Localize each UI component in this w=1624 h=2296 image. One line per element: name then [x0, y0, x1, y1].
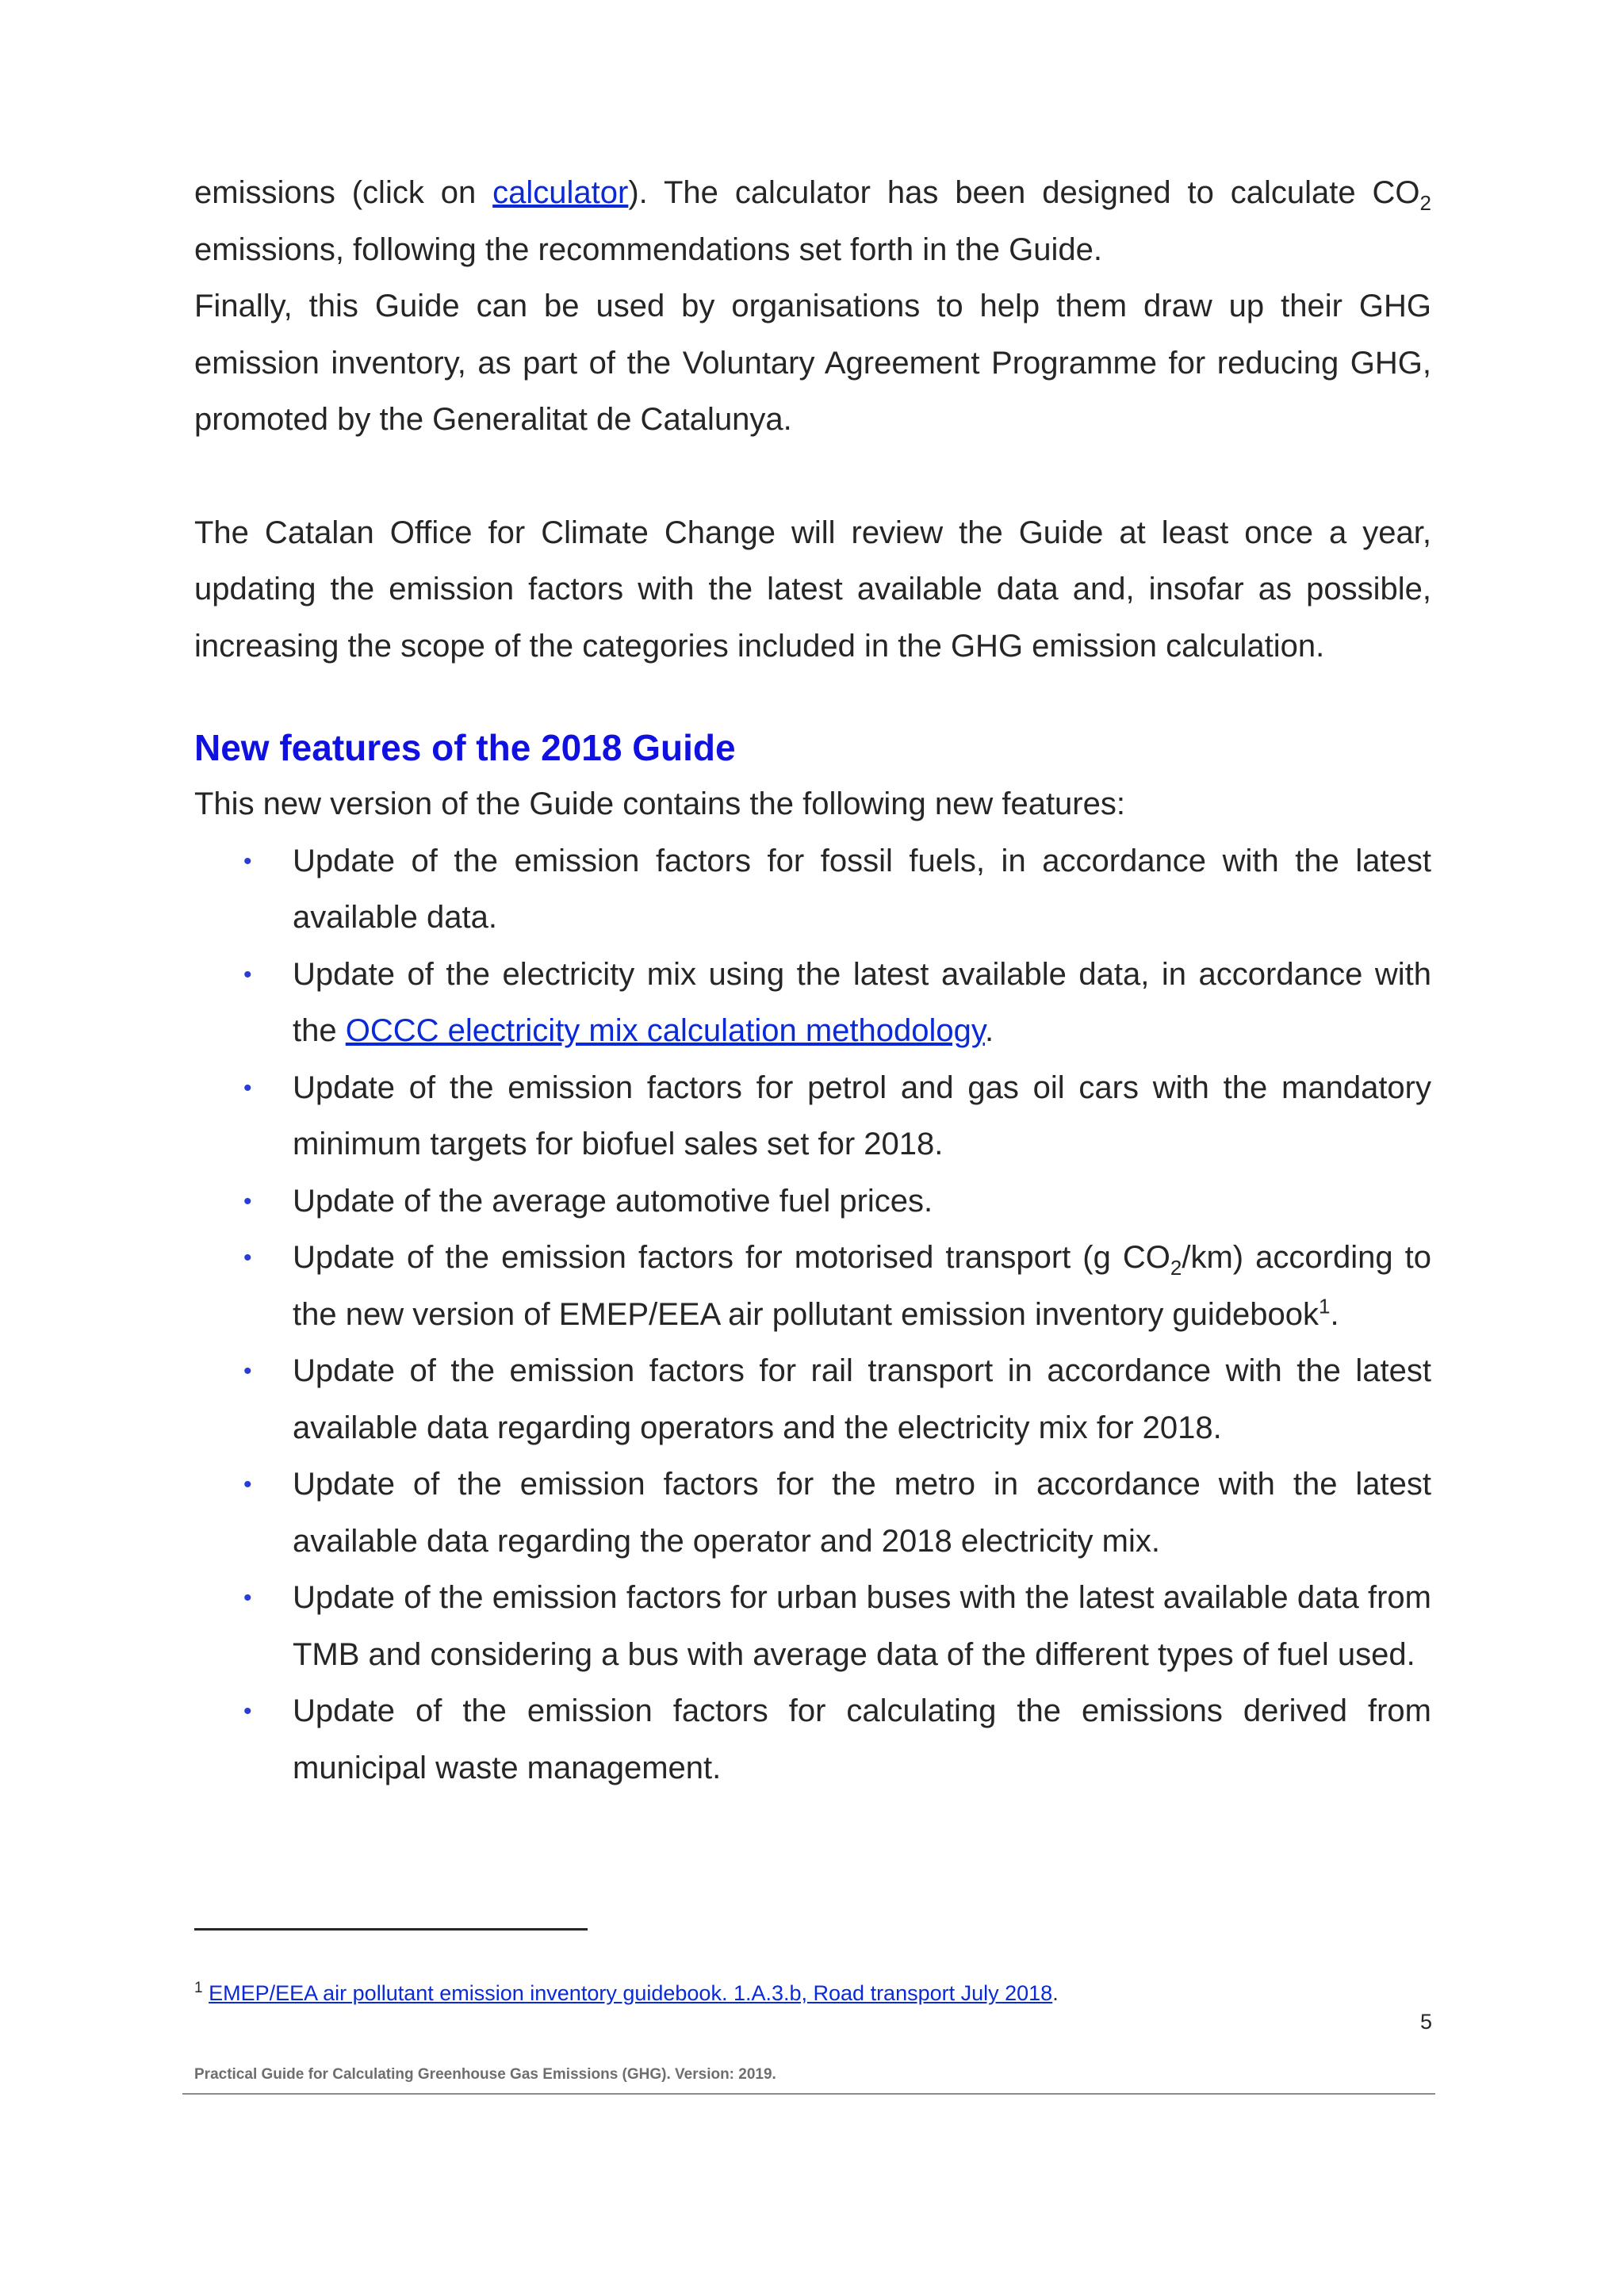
list-item-text: Update of the emission factors for petrol and gas oil cars with the mandatory minimum targets for biofuel sales set for 2018.: [293, 1070, 1431, 1161]
paragraph-review: The Catalan Office for Climate Change will review the Guide at least once a year, updating the emission factors with the latest available data and, insofar as possible, increasing the scope of the categories included in the GHG emission calculation.: [194, 515, 1431, 664]
list-item-text: Update of the emission factors for calculating the emissions derived from municipal waste management.: [293, 1693, 1431, 1785]
text: emissions (click on: [194, 175, 493, 210]
footer-title: Practical Guide for Calculating Greenhouse Gas Emissions (GHG). Version: 2019.: [194, 2066, 776, 2083]
list-item: [194, 1570, 1431, 1683]
list-item-text: .: [984, 1013, 994, 1048]
footnote-marker: 1: [194, 1980, 203, 1996]
footnote-divider: [194, 1928, 588, 1931]
list-item: [194, 947, 1431, 1060]
list-item: [194, 1230, 1431, 1343]
section-intro: This new version of the Guide contains the following new features:: [194, 786, 1125, 821]
bullet-icon: •: [243, 1585, 252, 1611]
list-item: [194, 1173, 1431, 1230]
list-item-text: Update of the average automotive fuel prices.: [293, 1183, 933, 1219]
main-content: [194, 165, 1431, 1797]
list-item-text: Update of the electricity mix using the latest available data, in accordance with the: [293, 956, 1431, 1048]
text: emissions, following the recommendations set forth in the Guide.: [194, 232, 1103, 267]
text: ). The calculator has been designed to calculate CO: [628, 175, 1420, 210]
list-item: [194, 1060, 1431, 1173]
paragraph-voluntary-agreement: Finally, this Guide can be used by organisations to help them draw up their GHG emission inventory, as part of the Voluntary Agreement Programme for reducing GHG, promoted by the Generalitat de Catalunya.: [194, 289, 1431, 437]
methodology-link[interactable]: OCCC electricity mix calculation methodology: [345, 1013, 985, 1048]
list-item-text: Update of the emission factors for fossil fuels, in accordance with the latest available data.: [293, 843, 1431, 935]
footnote-link[interactable]: EMEP/EEA air pollutant emission inventory guidebook. 1.A.3.b, Road transport July 2018: [209, 1981, 1053, 2005]
subscript: 2: [1170, 1256, 1182, 1280]
section-heading: New features of the 2018 Guide: [194, 727, 736, 768]
page-number: 5: [1419, 2010, 1432, 2034]
list-item: [194, 1683, 1431, 1797]
footnote-reference: 1: [1319, 1294, 1331, 1318]
list-item-text: Update of the emission factors for the metro in accordance with the latest available data regarding the operator and 2018 electricity mix.: [293, 1467, 1431, 1559]
list-item: [194, 1456, 1431, 1570]
list-item: [194, 833, 1431, 947]
list-item-text: /km) according to the new version of EMEP/EEA air pollutant emission inventory guidebook: [293, 1240, 1432, 1332]
bullet-icon: •: [243, 1074, 252, 1101]
list-item-text: .: [1330, 1296, 1339, 1332]
subscript: 2: [1419, 191, 1431, 215]
list-item: [194, 1343, 1431, 1456]
bullet-icon: •: [243, 1358, 252, 1384]
bullet-icon: •: [243, 961, 252, 988]
footer-divider: [182, 2093, 1435, 2095]
footnote-text: .: [1052, 1981, 1059, 2005]
bullet-icon: •: [243, 1698, 252, 1724]
list-item-text: Update of the emission factors for motorised transport (g CO: [293, 1240, 1170, 1275]
bullet-icon: •: [243, 1245, 252, 1271]
bullet-icon: •: [243, 1471, 252, 1498]
footnote: [194, 1977, 1431, 2009]
list-item-text: Update of the emission factors for rail transport in accordance with the latest available data regarding operators and the electricity mix for 2018.: [293, 1353, 1431, 1445]
list-item-text: Update of the emission factors for urban buses with the latest available data from TMB and considering a bus with average data of the different types of fuel used.: [293, 1580, 1431, 1672]
paragraph-calculator: [194, 165, 1431, 278]
features-list: [194, 833, 1431, 1797]
bullet-icon: •: [243, 1188, 252, 1215]
spacer: [194, 449, 1431, 505]
calculator-link[interactable]: calculator: [492, 175, 629, 210]
bullet-icon: •: [243, 848, 252, 874]
